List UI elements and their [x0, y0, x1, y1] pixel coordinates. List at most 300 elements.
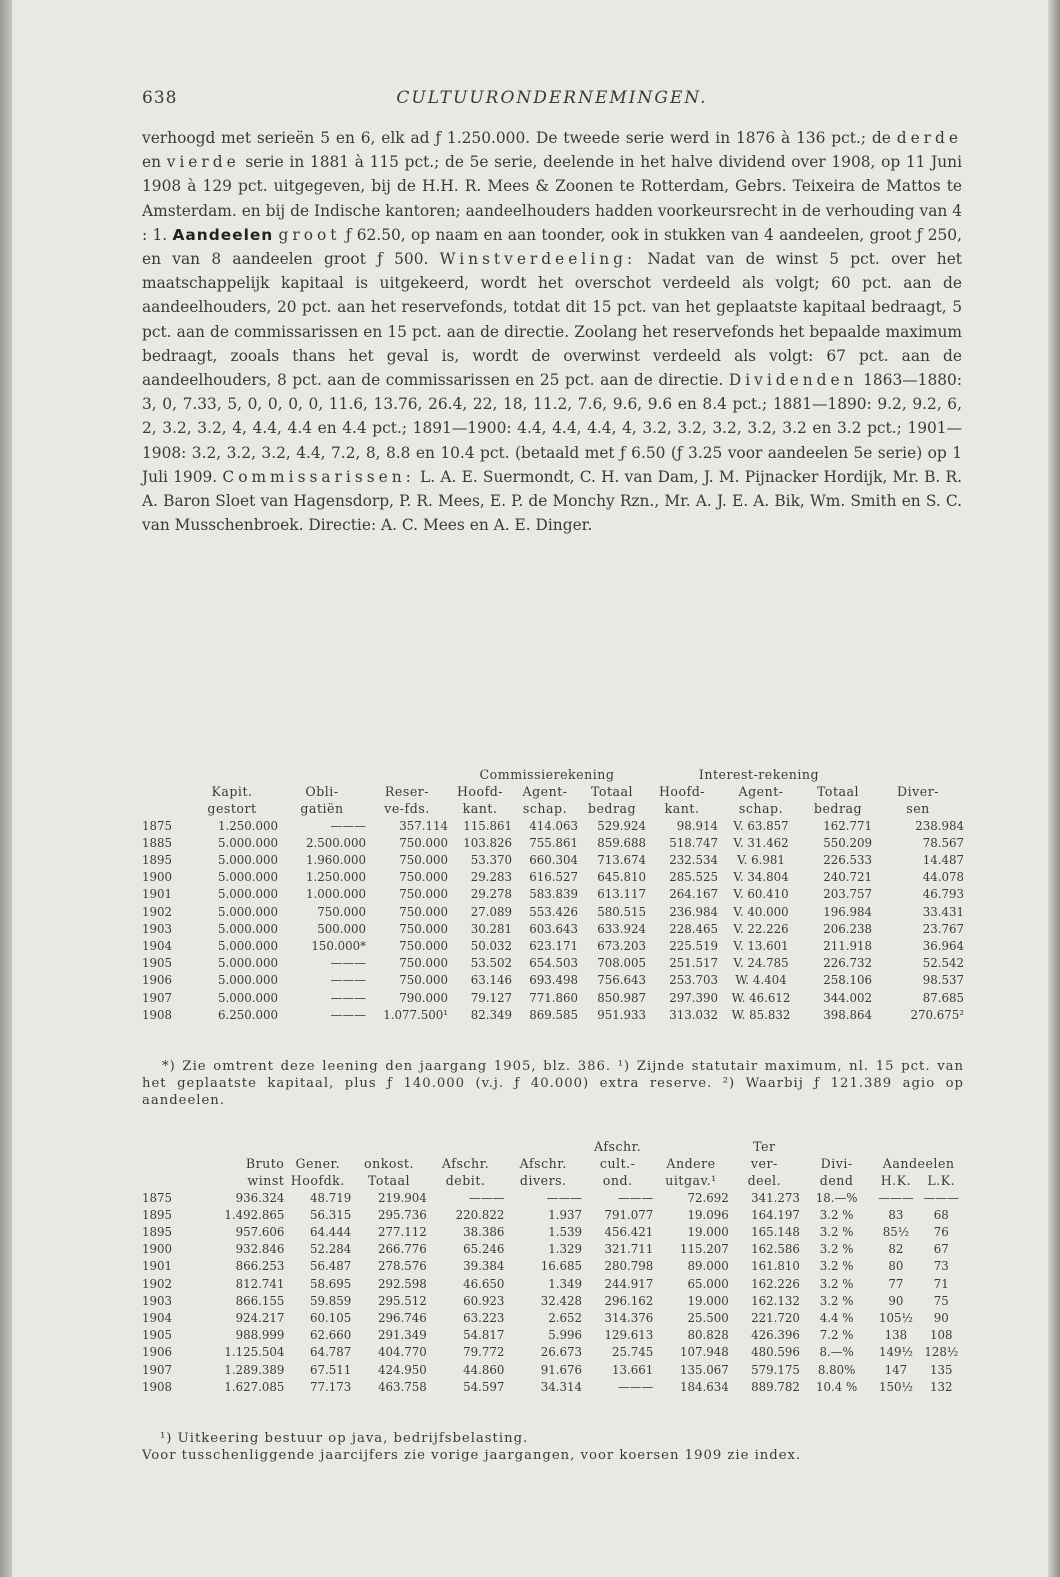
table-cell: 244.917 [604, 1276, 654, 1291]
table-cell: 52.542 [922, 956, 964, 971]
table-cell: 82.349 [470, 1007, 512, 1022]
table-cell: 225.519 [669, 939, 718, 954]
profit-table [142, 1138, 964, 1396]
table-cell: 46.650 [463, 1276, 505, 1291]
section-heading-dividenden: Dividenden [728, 371, 858, 390]
footnote: ¹) Uitkeering bestuur op java, bedrijfsbelasting. [160, 1431, 529, 1446]
page-header [142, 88, 962, 116]
table-cell: 129.613 [604, 1328, 654, 1343]
table-cell: 98.537 [922, 973, 964, 988]
table-cell: 251.517 [669, 956, 718, 971]
spaced-text: vierde [166, 153, 240, 172]
table-row [142, 921, 964, 938]
group-header-commissierekening: Commissierekening [479, 767, 615, 782]
table-cell: 211.918 [823, 939, 872, 954]
table-cell: ——— [546, 1190, 583, 1205]
table-row [142, 990, 964, 1007]
table-cell: 579.175 [751, 1362, 800, 1377]
spaced-text: groot [278, 225, 341, 244]
table-cell: 196.984 [823, 904, 872, 919]
table-cell: 812.741 [235, 1276, 285, 1291]
column-header: Diver- [897, 784, 939, 800]
page-edge [1048, 0, 1060, 1577]
table-cell: 713.674 [597, 853, 646, 868]
table-cell: 253.703 [669, 973, 718, 988]
table-cell: 56.487 [309, 1259, 352, 1274]
table-cell: 270.675² [910, 1007, 964, 1022]
footnote: *) Zie omtrent deze leening den jaargang 1905, blz. 386. ¹) Zijnde statutair maximum, nl. 15 pct. van het geplaatste kapitaal, plus ƒ 140.000 (v.j. ƒ 40.000) extra reserve. ²) Waarbij ƒ 121.389 agio op aandeelen. [142, 1059, 964, 1108]
table-cell: 313.032 [669, 1007, 718, 1022]
table-cell: 296.746 [377, 1311, 427, 1326]
table-cell: 64.444 [309, 1225, 352, 1240]
table-cell: 79.127 [470, 990, 512, 1005]
column-header: winst [247, 1173, 285, 1189]
table-row [142, 955, 964, 972]
column-header: onkost. [364, 1156, 414, 1172]
table-cell: 1.937 [548, 1207, 583, 1222]
row-year: 1895 [142, 1225, 173, 1240]
row-year: 1908 [142, 1379, 173, 1394]
table-cell: 2.500.000 [305, 835, 366, 850]
table-cell: 280.798 [604, 1259, 654, 1274]
table-cell: 60.105 [309, 1311, 352, 1326]
table-row [142, 852, 964, 869]
column-header: deel. [747, 1173, 782, 1189]
column-header: Aandeelen [882, 1156, 955, 1172]
table-cell: 750.000 [399, 904, 448, 919]
column-header: Totaal [590, 784, 634, 800]
table-cell: 1.539 [548, 1225, 583, 1240]
table-cell: 105½ [878, 1311, 913, 1326]
table-cell: 456.421 [604, 1225, 654, 1240]
paragraph [142, 126, 962, 537]
table-cell: 63.146 [470, 973, 512, 988]
table-cell: 132 [930, 1379, 953, 1394]
table-cell: 750.000 [399, 853, 448, 868]
table-footnotes [142, 1058, 964, 1109]
table-cell: 76 [933, 1225, 949, 1240]
table-cell: 91.676 [540, 1362, 583, 1377]
row-year: 1875 [142, 1190, 173, 1205]
table-cell: 23.767 [922, 921, 964, 936]
table-cell: 90 [933, 1311, 949, 1326]
row-year: 1895 [142, 1207, 173, 1222]
table-cell: 1.960.000 [305, 853, 366, 868]
table-cell: 7.2 % [819, 1328, 854, 1343]
table-cell: 296.162 [604, 1293, 654, 1308]
table-cell: 77 [888, 1276, 904, 1291]
table-cell: 103.826 [463, 835, 512, 850]
table-cell: 44.078 [922, 870, 964, 885]
table-cell: 1.329 [548, 1242, 583, 1257]
table-cell: 398.864 [823, 1007, 872, 1022]
column-header: debit. [445, 1173, 486, 1189]
table-cell: 54.817 [463, 1328, 505, 1343]
table-row [142, 1379, 964, 1396]
table-cell: 5.000.000 [217, 921, 278, 936]
table-header-row [142, 1155, 964, 1172]
table-row [142, 1258, 964, 1275]
column-header: ve-fds. [384, 801, 430, 817]
table-cell: 10.4 % [815, 1379, 858, 1394]
table-cell: 3.2 % [819, 1259, 854, 1274]
table-row [142, 1007, 964, 1024]
table-cell: ——— [330, 1007, 366, 1022]
table-cell: 5.996 [548, 1328, 583, 1343]
table-cell: 3.2 % [819, 1242, 854, 1257]
table-cell: 138 [884, 1328, 908, 1343]
page-number: 638 [142, 88, 178, 108]
table-cell: 98.914 [676, 818, 718, 833]
table-row [142, 904, 964, 921]
table-cell: 32.428 [540, 1293, 583, 1308]
table-cell: 147 [884, 1362, 908, 1377]
column-header: bedrag [587, 801, 637, 817]
table-row [142, 869, 964, 886]
row-year: 1907 [142, 990, 173, 1005]
column-header: uitgav.¹ [665, 1173, 717, 1189]
table-cell: 633.924 [597, 921, 646, 936]
column-header: gatiën [300, 801, 344, 817]
column-header: Kapit. [211, 784, 253, 800]
table-cell: V. 60.410 [733, 887, 789, 902]
table-row [142, 1190, 964, 1207]
table-cell: 164.197 [751, 1207, 800, 1222]
table-cell: 750.000 [399, 973, 448, 988]
row-year: 1904 [142, 939, 173, 954]
table-cell: 583.839 [529, 887, 578, 902]
table-cell: ——— [330, 973, 366, 988]
table-cell: W. 4.404 [735, 973, 787, 988]
table-cell: 750.000 [399, 956, 448, 971]
row-year: 1902 [142, 1276, 173, 1291]
table-row [142, 1310, 964, 1327]
table-cell: 26.673 [540, 1345, 583, 1360]
table-cell: 673.203 [597, 939, 646, 954]
column-header: Afschr. [519, 1156, 567, 1172]
table-cell: 8.80% [817, 1362, 856, 1377]
table-cell: 90 [888, 1293, 904, 1308]
text-run: L. A. E. Suermondt, C. H. van Dam, J. M. Pijnacker Hordijk, Mr. B. R. A. Baron Sloet van Hagensdorp, P. R. Mees, E. P. de Monchy Rzn., Mr. A. J. E. A. Bik, Wm. Smith en S. C. van Musschenbroek. [142, 467, 962, 535]
row-year: 1885 [142, 835, 173, 850]
table-cell: 932.846 [235, 1242, 285, 1257]
table-cell: 957.606 [235, 1225, 285, 1240]
table-cell: 48.719 [309, 1190, 352, 1205]
table-cell: 295.512 [377, 1293, 427, 1308]
column-header: schap. [738, 801, 784, 817]
table-cell: 463.758 [377, 1379, 427, 1394]
table-row [142, 1241, 964, 1258]
table-cell: ——— [330, 818, 366, 833]
table-cell: 53.502 [470, 956, 512, 971]
column-header: Hoofd- [658, 784, 706, 800]
footnote: Voor tusschenliggende jaarcijfers zie vorige jaargangen, voor koersen 1909 zie index. [142, 1448, 802, 1463]
column-header: Hoofd- [456, 784, 504, 800]
text-run: ƒ 62.50, op naam en aan toonder, ook in stukken van 4 aandeelen, groot ƒ 250, en van 8 aandeelen groot ƒ 500. [142, 225, 962, 269]
table-cell: 404.770 [377, 1345, 427, 1360]
column-header: Obli- [305, 784, 339, 800]
table-cell: 480.596 [751, 1345, 800, 1360]
table-cell: 75 [933, 1293, 949, 1308]
column-header: ond. [602, 1173, 633, 1189]
table-cell: 80.828 [687, 1328, 729, 1343]
table-cell: 297.390 [669, 990, 718, 1005]
table-cell: 16.685 [540, 1259, 583, 1274]
table-cell: 866.155 [235, 1293, 285, 1308]
table-cell: ——— [330, 956, 366, 971]
table-cell: 623.171 [529, 939, 578, 954]
table-cell: 135 [930, 1362, 953, 1377]
table-cell: 4.4 % [819, 1311, 854, 1326]
table-cell: 184.634 [679, 1379, 729, 1394]
column-header: Bruto [245, 1156, 285, 1172]
table-cell: 65.000 [687, 1276, 729, 1291]
table-cell: 203.757 [823, 887, 872, 902]
table-cell: 3.2 % [819, 1293, 854, 1308]
table-cell: 228.465 [669, 921, 718, 936]
table-cell: 107.948 [679, 1345, 729, 1360]
text-run: serie in 1881 à 115 pct.; de 5e serie, deelende in het halve dividend over 1908, op 11 Juni 1908 à 129 pct. uitgegeven, bij de H.H. R. Mees & Zoonen te Rotterdam, Gebrs. Teixeira de Mattos te Amsterdam. en bij de Indische kantoren; aandeelhouders hadden voorkeursrecht in de verhouding van 4 : 1. [142, 153, 963, 244]
row-year: 1895 [142, 853, 173, 868]
column-header: kant. [664, 801, 700, 817]
table-cell: 226.732 [823, 956, 872, 971]
table-cell: 5.000.000 [217, 853, 278, 868]
column-header: Divi- [820, 1156, 853, 1172]
column-header: Reser- [384, 784, 430, 800]
table-cell: 580.515 [597, 904, 646, 919]
table-cell: 414.063 [529, 818, 578, 833]
running-title: CULTUURONDERNEMINGEN. [396, 88, 708, 108]
table-cell: 660.304 [529, 853, 578, 868]
table-cell: 341.273 [751, 1190, 800, 1205]
table-cell: 50.032 [470, 939, 512, 954]
row-year: 1903 [142, 921, 173, 936]
table-cell: 19.000 [687, 1225, 729, 1240]
table-cell: 79.772 [463, 1345, 505, 1360]
table-row [142, 938, 964, 955]
table-cell: 78.567 [922, 835, 964, 850]
row-year: 1900 [142, 1242, 173, 1257]
table-cell: 165.148 [751, 1225, 800, 1240]
row-year: 1904 [142, 1311, 173, 1326]
table-cell: 258.106 [823, 973, 872, 988]
table-cell: 52.284 [309, 1242, 352, 1257]
table-cell: 62.660 [309, 1328, 352, 1343]
table-cell: 8.—% [819, 1345, 854, 1360]
table-cell: 149½ [878, 1345, 913, 1360]
table-cell: 924.217 [235, 1311, 285, 1326]
table-cell: 150.000* [311, 939, 366, 954]
table-cell: 5.000.000 [217, 870, 278, 885]
table-cell: 38.386 [463, 1225, 505, 1240]
table-cell: 150½ [878, 1379, 913, 1394]
table-cell: 859.688 [597, 835, 646, 850]
table-row [142, 886, 964, 903]
table-cell: 226.533 [823, 853, 872, 868]
table-cell: 424.950 [377, 1362, 427, 1377]
table-cell: 500.000 [317, 921, 366, 936]
table-cell: 65.246 [463, 1242, 505, 1257]
table-cell: 5.000.000 [217, 990, 278, 1005]
table-cell: 750.000 [399, 887, 448, 902]
table-cell: 71 [933, 1276, 949, 1291]
column-header: cult.- [599, 1156, 636, 1172]
table-cell: 128½ [924, 1345, 959, 1360]
column-header: Afschr. [594, 1139, 642, 1154]
column-header: Gener. [295, 1156, 341, 1172]
table-cell: 67.511 [309, 1362, 352, 1377]
column-header: kant. [462, 801, 498, 817]
row-year: 1906 [142, 973, 173, 988]
table-cell: 25.500 [687, 1311, 729, 1326]
table-cell: 616.527 [529, 870, 578, 885]
table-cell: V. 24.785 [733, 956, 789, 971]
table-header-row [142, 800, 964, 817]
table-row [142, 1344, 964, 1361]
table-header-row [142, 783, 964, 800]
table-cell: 14.487 [922, 853, 964, 868]
table-cell: 278.576 [377, 1259, 427, 1274]
table-cell: 708.005 [597, 956, 646, 971]
table-cell: 264.167 [669, 887, 718, 902]
group-header-interest-rekening: Interest-rekening [698, 767, 820, 782]
table-cell: 68 [933, 1207, 949, 1222]
table-cell: 39.384 [463, 1259, 505, 1274]
table-cell: 13.661 [611, 1362, 654, 1377]
table-row [142, 818, 964, 835]
table-cell: 755.861 [529, 835, 578, 850]
text-run: A. C. Mees en A. E. Dinger. [376, 516, 593, 535]
table-cell: 1.000.000 [305, 887, 366, 902]
row-year: 1905 [142, 956, 173, 971]
table-cell: 64.787 [309, 1345, 352, 1360]
table-cell: 1.349 [548, 1276, 583, 1291]
column-header: Hoofdk. [290, 1173, 345, 1189]
row-year: 1901 [142, 1259, 173, 1274]
column-header: schap. [522, 801, 568, 817]
text-run: Nadat van de winst 5 pct. over het maatschappelijk kapitaal is uitgekeerd, wordt het overschot verdeeld als volgt; 60 pct. aan de aandeelhouders, 20 pct. aan het reservefonds, totdat dit 15 pct. van het geplaatste kapitaal bedraagt, 5 pct. aan de commissarissen en 15 pct. aan de directie. Zoolang het reservefonds het bepaalde maximum bedraagt, zooals thans het geval is, wordt de overwinst verdeeld als volgt: 67 pct. aan de aandeelhouders, 8 pct. aan de commissarissen en 25 pct. aan de directie. [142, 250, 962, 390]
column-header: divers. [519, 1173, 567, 1189]
table-cell: V. 40.000 [733, 904, 789, 919]
table-cell: 951.933 [597, 1007, 646, 1022]
table-cell: 108 [930, 1328, 953, 1343]
table-cell: 63.223 [463, 1311, 505, 1326]
table-cell: 613.117 [597, 887, 646, 902]
table-cell: 654.503 [529, 956, 578, 971]
table-cell: 82 [888, 1242, 904, 1257]
table-group-header [142, 1138, 964, 1155]
section-heading-commissarissen: Commissarissen: [222, 467, 415, 486]
table-cell: 135.067 [679, 1362, 729, 1377]
table-cell: 44.860 [463, 1362, 505, 1377]
table-cell: 1.250.000 [217, 818, 278, 833]
table-cell: 221.720 [751, 1311, 800, 1326]
table-cell: 771.860 [529, 990, 578, 1005]
table-cell: 240.721 [823, 870, 872, 885]
table-cell: 232.534 [669, 853, 718, 868]
table-cell: 988.999 [235, 1328, 285, 1343]
table-cell: ——— [878, 1190, 914, 1205]
table-cell: V. 63.857 [733, 818, 789, 833]
table-cell: W. 85.832 [731, 1007, 791, 1022]
column-header: dend [819, 1173, 854, 1189]
table-cell: 869.585 [529, 1007, 578, 1022]
table-cell: 219.904 [377, 1190, 427, 1205]
table-cell: 750.000 [399, 939, 448, 954]
table-cell: 750.000 [399, 835, 448, 850]
column-header: L.K. [927, 1173, 956, 1189]
column-header: Andere [666, 1156, 716, 1172]
table-cell: 27.089 [470, 904, 512, 919]
table-cell: 292.598 [377, 1276, 427, 1291]
table-cell: 53.370 [470, 853, 512, 868]
table-cell: ——— [469, 1190, 505, 1205]
table-cell: 936.324 [235, 1190, 285, 1205]
table-cell: 19.000 [687, 1293, 729, 1308]
column-header: Agent- [738, 784, 784, 800]
text-run: verhoogd met serieën 5 en 6, elk ad ƒ 1.250.000. De tweede serie werd in 1876 à 136 pct.; de [142, 129, 897, 147]
table-cell: 67 [933, 1242, 949, 1257]
row-year: 1907 [142, 1362, 173, 1377]
table-cell: 18.—% [815, 1190, 858, 1205]
table-header-row [142, 1172, 964, 1189]
table-cell: 34.314 [540, 1379, 583, 1394]
table-cell: 750.000 [399, 921, 448, 936]
table-cell: 5.000.000 [217, 939, 278, 954]
column-header: Totaal [816, 784, 860, 800]
table-cell: 115.861 [463, 818, 512, 833]
table-cell: V. 31.462 [733, 835, 789, 850]
table-cell: W. 46.612 [731, 990, 791, 1005]
table-cell: 291.349 [377, 1328, 427, 1343]
table-cell: 80 [888, 1259, 904, 1274]
table-cell: 756.643 [597, 973, 646, 988]
column-header: H.K. [880, 1173, 912, 1189]
table-cell: 866.253 [235, 1259, 285, 1274]
table-cell: 426.396 [751, 1328, 800, 1343]
table-cell: 46.793 [922, 887, 964, 902]
column-header: gestort [207, 801, 257, 817]
table-cell: 3.2 % [819, 1207, 854, 1222]
table-cell: 161.810 [751, 1259, 800, 1274]
table-footnotes [142, 1430, 964, 1464]
table-cell: V. 22.226 [733, 921, 789, 936]
table-row [142, 1276, 964, 1293]
table-cell: V. 6.981 [737, 853, 785, 868]
table-cell: 77.173 [309, 1379, 352, 1394]
column-header: Afschr. [441, 1156, 490, 1172]
table-cell: 206.238 [823, 921, 872, 936]
section-heading-winstverdeeling: Winstverdeeling: [439, 250, 637, 269]
table-cell: 5.000.000 [217, 835, 278, 850]
table-cell: 3.2 % [819, 1276, 854, 1291]
table-cell: 60.923 [463, 1293, 505, 1308]
spaced-text: derde [896, 129, 962, 147]
table-cell: 1.492.865 [224, 1207, 285, 1222]
table-cell: 58.695 [309, 1276, 352, 1291]
table-cell: 285.525 [669, 870, 718, 885]
table-cell: V. 13.601 [733, 939, 789, 954]
table-cell: 83 [888, 1207, 904, 1222]
table-cell: 693.498 [529, 973, 578, 988]
table-cell: 220.822 [455, 1207, 505, 1222]
table-cell: 889.782 [751, 1379, 800, 1394]
table-cell: 1.077.500¹ [383, 1007, 448, 1022]
table-cell: 5.000.000 [217, 973, 278, 988]
table-body [142, 1190, 964, 1396]
table-cell: 314.376 [604, 1311, 654, 1326]
table-cell: 72.692 [687, 1190, 729, 1205]
